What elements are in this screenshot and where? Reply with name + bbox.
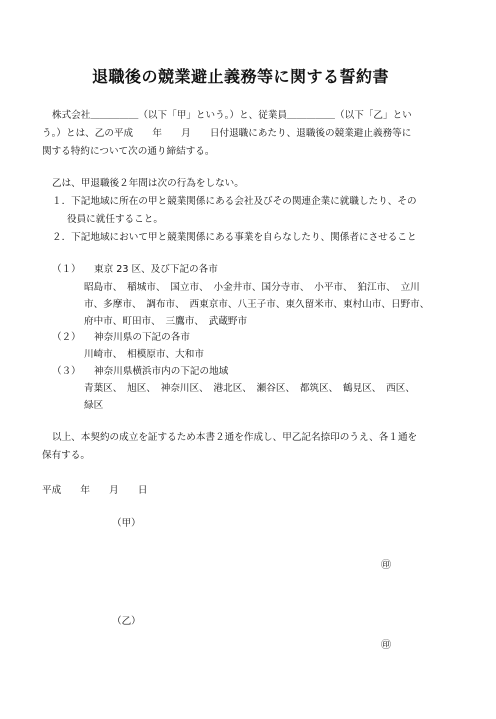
document-title: 退職後の競業避止義務等に関する誓約書 <box>92 67 390 86</box>
region-2-line-1: 川崎市、 相模原市、大和市 <box>84 349 204 360</box>
region-1-line-3: 府中市、町田市、 三鷹市、 武蔵野市 <box>84 316 248 327</box>
region-3-heading: 神奈川県横浜市内の下記の地域 <box>94 366 229 377</box>
party-a-label: （甲） <box>112 518 141 529</box>
region-3-line-1: 青葉区、 旭区、 神奈川区、 港北区、 瀬谷区、 都筑区、 鶴見区、 西区、 <box>84 383 415 394</box>
region-1-line-2: 市、多摩市、 調布市、 西東京市、八王子市、東久留米市、東村山市、日野市、 <box>84 299 430 310</box>
closing-line-2: 保有する。 <box>42 450 90 461</box>
closing-line-1: 以上、本契約の成立を証するため本書２通を作成し、甲乙記名捺印のうえ、各１通を <box>52 432 418 443</box>
region-1-number: （１） <box>52 264 81 275</box>
clause-lead: 乙は、甲退職後２年間は次の行為をしない。 <box>52 178 244 189</box>
region-1-line-1: 昭島市、 稲城市、 国立市、 小金井市、国分寺市、 小平市、 狛江市、 立川 <box>84 282 420 293</box>
region-1-heading: 東京 23 区、及び下記の各市 <box>94 264 218 275</box>
party-b-label: （乙） <box>112 616 141 627</box>
clause-item-2: ２．下記地域において甲と競業関係にある事業を自らなしたり、関係者にさせること <box>52 232 417 243</box>
intro-line-1: 株式会社＿＿＿＿＿（以下「甲」という。）と、従業員＿＿＿＿＿（以下「乙」とい <box>52 110 412 121</box>
clause-item-1: １．下記地域に所在の甲と競業関係にある会社及びその関連企業に就職したり、その <box>52 196 417 207</box>
clause-item-1-cont: 役員に就任すること。 <box>67 214 163 225</box>
intro-line-2: う。）とは、乙の平成 年 月 日付退職にあたり、退職後の競業避止義務等に <box>42 128 412 139</box>
party-a-seal: ㊞ <box>381 560 391 571</box>
region-2-heading: 神奈川県の下記の各市 <box>94 332 190 343</box>
region-2-number: （２） <box>52 332 81 343</box>
intro-line-3: 関する特約について次の通り締結する。 <box>42 146 215 157</box>
party-b-seal: ㊞ <box>381 640 391 651</box>
region-3-number: （３） <box>52 366 81 377</box>
date-line: 平成 年 月 日 <box>42 485 148 496</box>
region-3-line-2: 緑区 <box>84 400 104 411</box>
